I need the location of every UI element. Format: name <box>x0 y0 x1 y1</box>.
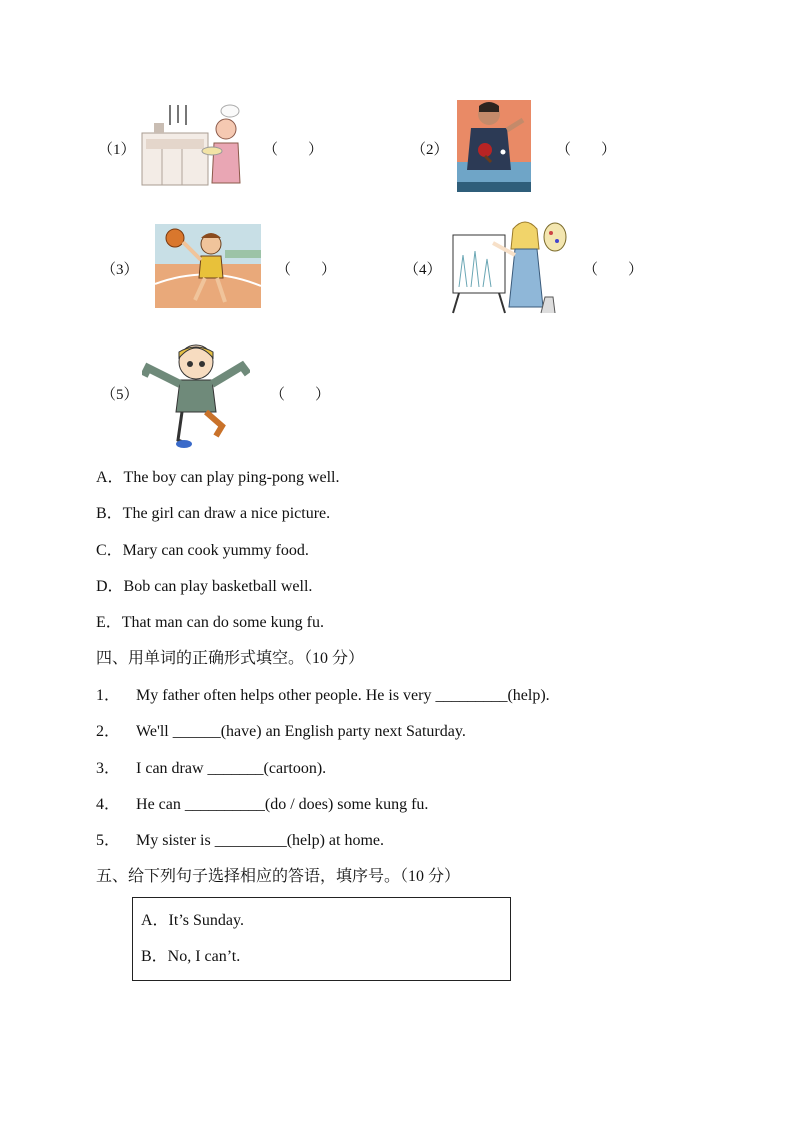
section-5-title: 五、给下列句子选择相应的答语，填序号。（10 分） <box>96 868 461 885</box>
item-2-number: （2） <box>411 142 449 158</box>
basketball-boy-image <box>155 224 261 308</box>
answer-option-a: A．It’s Sunday. <box>141 912 244 929</box>
item-2-answer-blank[interactable]: （ ） <box>556 142 617 158</box>
question-1 <box>96 682 550 705</box>
question-5-text[interactable]: My sister is _________(help) at home. <box>136 832 384 849</box>
item-3-answer-blank[interactable]: （ ） <box>276 262 337 278</box>
option-a: A．The boy can play ping-pong well. <box>96 469 340 486</box>
question-1-number: 1． <box>96 687 121 704</box>
item-5-answer-blank[interactable]: （ ） <box>270 387 331 403</box>
item-3-number: （3） <box>101 262 139 278</box>
answer-options-box <box>132 897 511 981</box>
option-e: E．That man can do some kung fu. <box>96 614 324 631</box>
question-3 <box>96 755 326 778</box>
painting-girl-image <box>449 215 567 315</box>
cooking-woman-image <box>140 103 242 187</box>
question-5 <box>96 827 384 850</box>
question-4-text[interactable]: He can __________(do / does) some kung fu. <box>136 796 429 813</box>
question-4 <box>96 791 428 814</box>
kung-fu-boy-image <box>142 340 250 450</box>
item-4-number: （4） <box>404 262 442 278</box>
option-d: D．Bob can play basketball well. <box>96 578 313 595</box>
answer-option-b: B．No, I can’t. <box>141 948 241 965</box>
question-1-text[interactable]: My father often helps other people. He is very _________(help). <box>136 687 550 704</box>
ping-pong-man-image <box>457 100 531 192</box>
question-4-number: 4． <box>96 796 121 813</box>
option-c: C．Mary can cook yummy food. <box>96 542 309 559</box>
question-2 <box>96 718 466 741</box>
section-4-title: 四、用单词的正确形式填空。（10 分） <box>96 650 365 667</box>
question-2-text[interactable]: We'll ______(have) an English party next Saturday. <box>136 723 466 740</box>
question-3-text[interactable]: I can draw _______(cartoon). <box>136 760 327 777</box>
question-2-number: 2． <box>96 723 121 740</box>
option-b: B．The girl can draw a nice picture. <box>96 505 331 522</box>
question-3-number: 3． <box>96 760 121 777</box>
item-1-answer-blank[interactable]: （ ） <box>263 142 324 158</box>
question-5-number: 5． <box>96 832 121 849</box>
item-1-number: （1） <box>98 142 136 158</box>
item-4-answer-blank[interactable]: （ ） <box>583 262 644 278</box>
item-5-number: （5） <box>101 387 139 403</box>
